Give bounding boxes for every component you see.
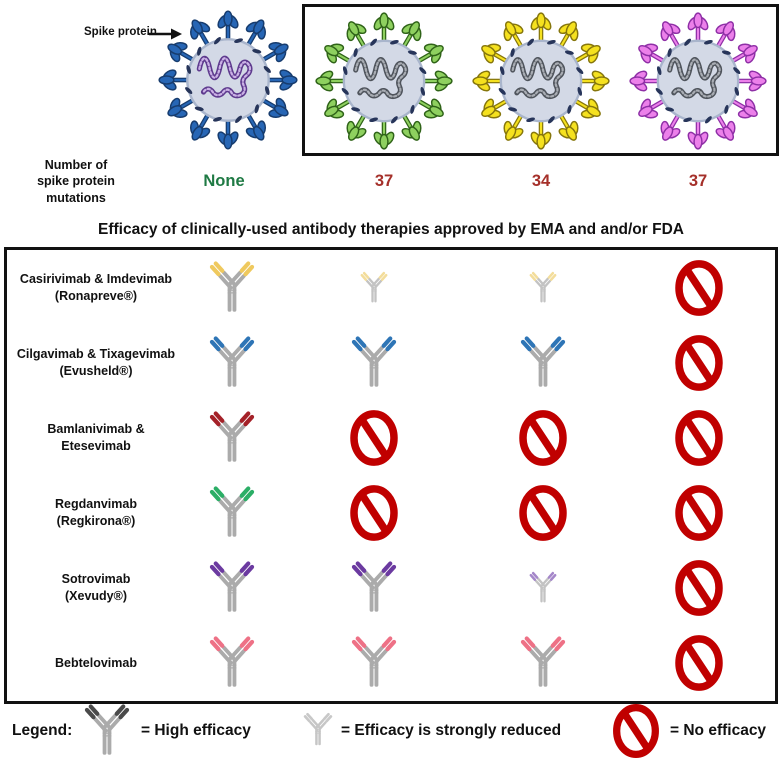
therapy-label [7, 551, 179, 626]
antibody-reduced-icon [357, 270, 391, 306]
antibody-high-icon [79, 701, 135, 761]
no-efficacy-icon [672, 258, 726, 318]
no-efficacy-icon [516, 483, 570, 543]
virus-variant-yellow [468, 8, 614, 154]
efficacy-cell [623, 250, 775, 325]
therapy-brand: (Evusheld®) [59, 363, 133, 378]
efficacy-cell [463, 475, 623, 550]
no-efficacy-icon [672, 333, 726, 393]
antibody-high-icon [204, 633, 260, 693]
efficacy-cell [463, 250, 623, 325]
efficacy-cell [463, 325, 623, 400]
antibody-high-icon [346, 633, 402, 693]
no-efficacy-icon [516, 408, 570, 468]
therapy-brand: (Regkirona®) [56, 514, 136, 529]
efficacy-cell [179, 626, 285, 701]
efficacy-cell [285, 325, 463, 400]
efficacy-cell [285, 250, 463, 325]
legend-label: Legend: [12, 722, 73, 739]
therapy-brand: (Ronapreve®) [54, 288, 138, 303]
efficacy-cell [463, 400, 623, 475]
virus-wild-type [154, 6, 302, 154]
no-efficacy-icon [347, 483, 401, 543]
no-efficacy-icon [672, 558, 726, 618]
virus-variant-magenta [625, 8, 771, 154]
legend-high-efficacy-text: = High efficacy [141, 722, 251, 739]
spike-protein-label: Spike protein [84, 26, 157, 38]
efficacy-table [4, 247, 778, 704]
therapy-name: Cilgavimab & Tixagevimab [16, 346, 176, 361]
efficacy-cell [463, 626, 623, 701]
efficacy-cell [179, 475, 285, 550]
mutation-count-value: 34 [531, 172, 551, 190]
efficacy-cell [179, 325, 285, 400]
therapy-label [7, 250, 179, 325]
no-efficacy-icon [672, 633, 726, 693]
efficacy-cell [285, 551, 463, 626]
antibody-high-icon [346, 558, 402, 618]
virus-variant-green [311, 8, 457, 154]
therapy-label [7, 400, 179, 475]
efficacy-cell [623, 626, 775, 701]
antibody-high-icon [346, 333, 402, 393]
therapy-name: Bebtelovimab [55, 655, 137, 670]
mutation-count-value: 37 [688, 172, 708, 190]
legend-no-efficacy-text: = No efficacy [670, 722, 767, 739]
efficacy-cell [623, 475, 775, 550]
efficacy-cell [285, 400, 463, 475]
efficacy-cell [179, 551, 285, 626]
efficacy-cell [623, 551, 775, 626]
no-efficacy-icon [347, 408, 401, 468]
therapy-name: Regdanvimab [55, 497, 137, 512]
antibody-high-icon [204, 258, 260, 318]
therapy-label [7, 475, 179, 550]
therapy-brand: (Xevudy®) [65, 589, 127, 604]
antibody-high-icon [204, 483, 260, 543]
no-efficacy-icon [672, 483, 726, 543]
antibody-high-icon [204, 333, 260, 393]
therapy-label [7, 626, 179, 701]
efficacy-cell [623, 325, 775, 400]
mutation-count-value: 37 [374, 172, 394, 190]
antibody-high-icon [515, 633, 571, 693]
no-efficacy-icon [610, 702, 662, 760]
therapy-name: Casirivimab & Imdevimab [19, 271, 173, 286]
efficacy-cell [285, 475, 463, 550]
efficacy-cell [623, 400, 775, 475]
therapy-label [7, 325, 179, 400]
efficacy-cell [179, 400, 285, 475]
antibody-high-icon [515, 333, 571, 393]
no-efficacy-icon [672, 408, 726, 468]
efficacy-cell [179, 250, 285, 325]
antibody-reduced-icon [300, 711, 336, 749]
figure-title: Efficacy of clinically-used antibody therapies approved by EMA and and/or FDA [98, 221, 684, 238]
legend-reduced-efficacy-text: = Efficacy is strongly reduced [341, 722, 562, 739]
antibody-high-icon [204, 558, 260, 618]
antibody-high-icon [204, 408, 260, 468]
therapy-name: Bamlanivimab & Etesevimab [47, 422, 145, 453]
therapy-name: Sotrovimab [61, 572, 131, 587]
efficacy-cell [463, 551, 623, 626]
efficacy-cell [285, 626, 463, 701]
mutation-count-value: None [203, 172, 245, 190]
mutations-label: Number of spike protein mutations [37, 158, 115, 205]
antibody-reduced-icon [526, 270, 560, 306]
antibody-reduced-icon [526, 570, 560, 606]
